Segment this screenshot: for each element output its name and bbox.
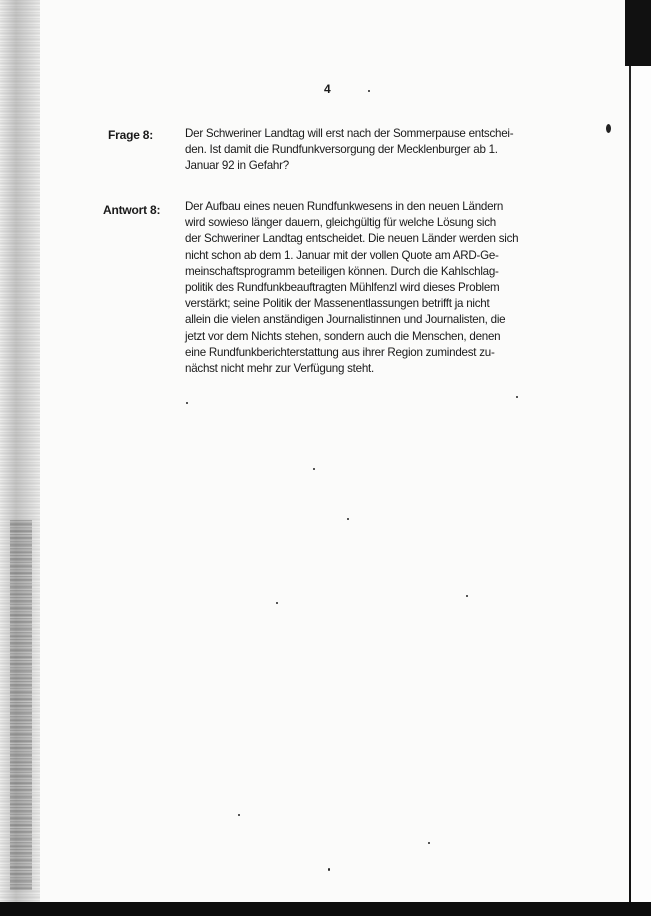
answer-line: politik des Rundfunkbeauftragten Mühlfenzl wird dieses Problem — [185, 281, 500, 295]
question-line: Januar 92 in Gefahr? — [185, 159, 289, 173]
question-line: Der Schweriner Landtag will erst nach der Sommerpause entschei- — [185, 127, 514, 140]
scan-speck — [186, 402, 188, 404]
scan-speck — [347, 518, 349, 520]
question-line: den. Ist damit die Rundfunkversorgung der Mecklenburger ab 1. — [185, 143, 498, 157]
scan-speck — [428, 842, 430, 844]
answer-line: wird sowieso länger dauern, gleichgültig für welche Lösung sich — [185, 216, 496, 230]
scan-speck — [606, 124, 611, 133]
answer-line: nächst nicht mehr zur Verfügung steht. — [185, 362, 374, 376]
scan-corner-right — [625, 0, 651, 66]
answer-line: der Schweriner Landtag entscheidet. Die neuen Länder werden sich — [185, 232, 519, 246]
question-text — [185, 126, 557, 175]
answer-line: meinschaftsprogramm beteiligen können. Durch die Kahlschlag- — [185, 264, 499, 278]
answer-line: eine Rundfunkberichterstattung aus ihrer Region zumindest zu- — [185, 345, 495, 359]
scan-speck — [238, 814, 240, 816]
scan-margin-right — [631, 66, 651, 916]
question-label: Frage 8: — [108, 128, 154, 142]
scan-speck — [276, 602, 278, 604]
scan-speck — [368, 90, 370, 92]
scan-edge-bottom — [0, 902, 651, 916]
scan-speck — [328, 868, 330, 871]
scan-speck — [516, 396, 518, 398]
answer-line: nicht schon ab dem 1. Januar mit der vollen Quote am ARD-Ge- — [185, 248, 499, 262]
answer-line: jetzt vor dem Nichts stehen, sondern auch die Menschen, denen — [185, 329, 501, 343]
answer-line: Der Aufbau eines neuen Rundfunkwesens in den neuen Ländern — [185, 200, 504, 213]
page-number: 4 — [324, 82, 331, 96]
answer-label: Antwort 8: — [103, 203, 161, 217]
scan-speck — [466, 595, 468, 597]
answer-text — [185, 199, 557, 377]
answer-line: verstärkt; seine Politik der Massenentlassungen betrifft ja nicht — [185, 297, 490, 311]
scan-edge-left-shadow — [10, 520, 32, 890]
scan-speck — [313, 468, 315, 470]
answer-line: allein die vielen anständigen Journalistinnen und Journalisten, die — [185, 313, 506, 327]
scan-edge-right — [629, 66, 631, 906]
